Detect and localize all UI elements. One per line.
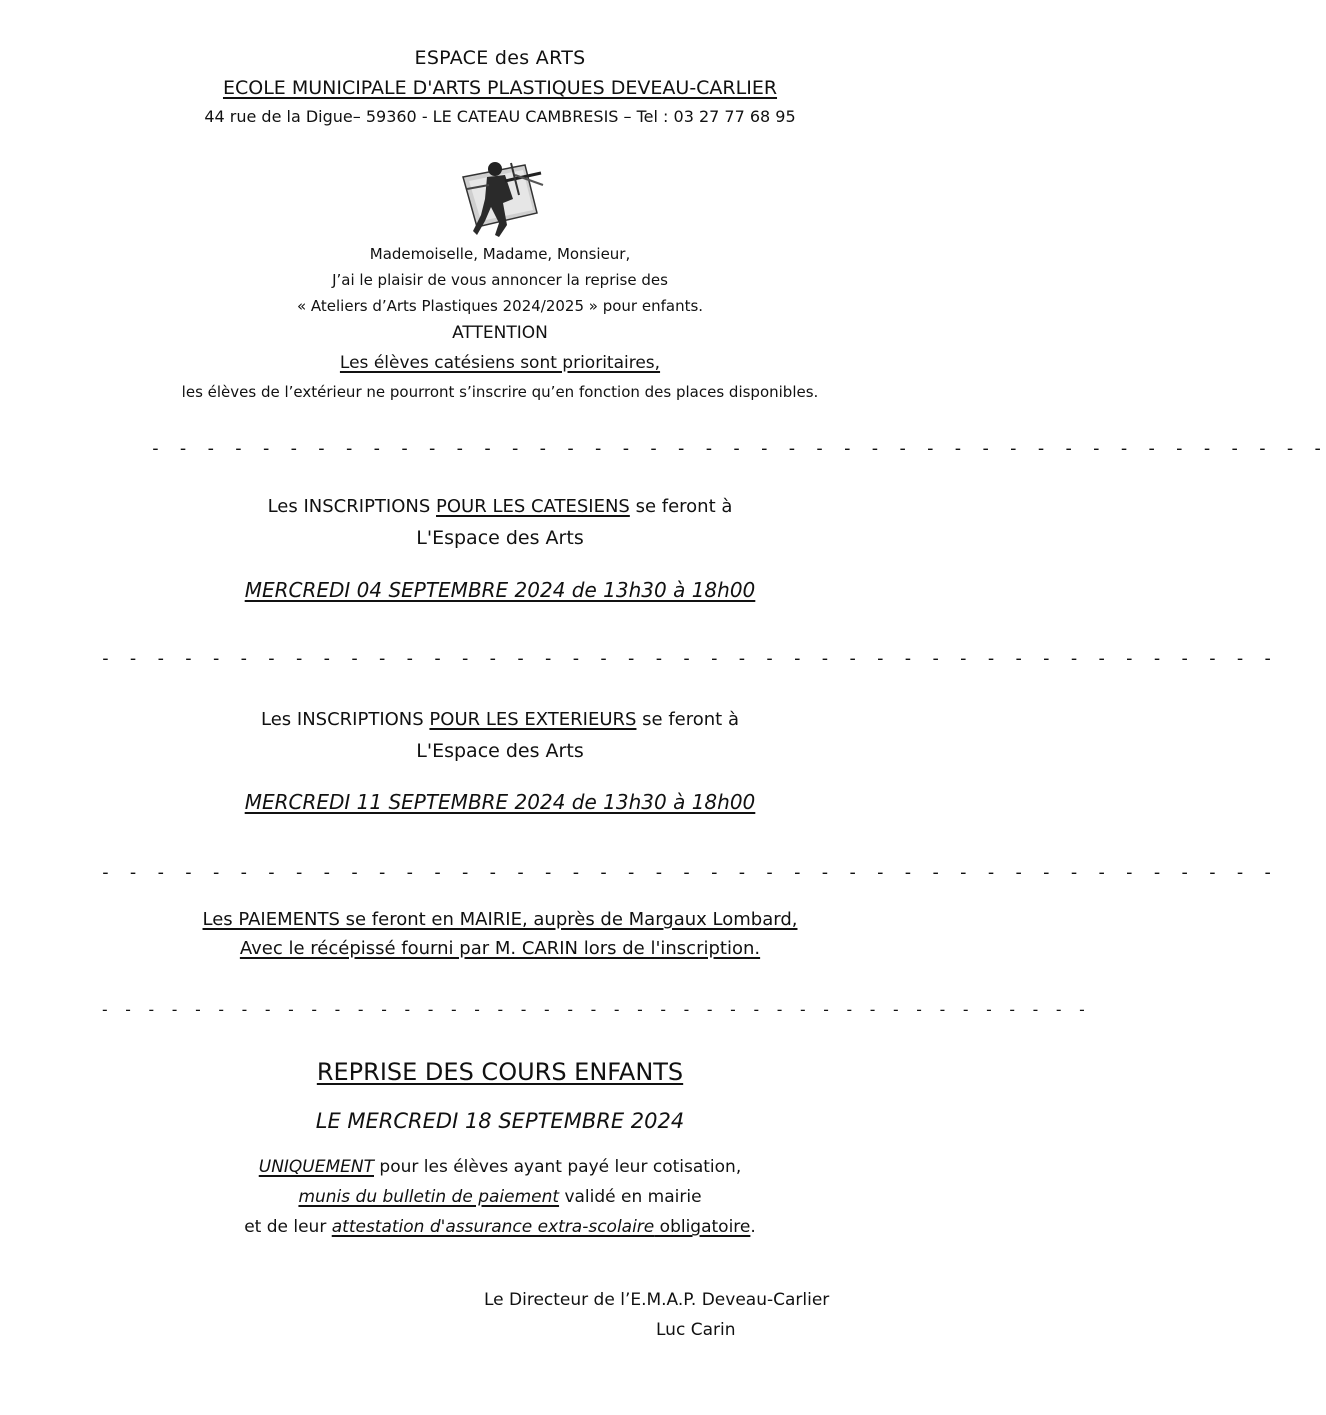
registration-suffix: se feront à	[629, 496, 733, 517]
resumption-title-text: REPRISE DES COURS ENFANTS	[316, 1058, 684, 1086]
signature-name: Luc Carin	[656, 1320, 736, 1340]
registration-catesiens	[0, 496, 1000, 517]
condition-text: pour les élèves ayant payé leur cotisation,	[374, 1157, 742, 1177]
registration-date-text: MERCREDI 04 SEPTEMBRE 2024 de 13h30 à 18h00	[244, 578, 756, 602]
artist-logo	[455, 155, 547, 245]
payment-info	[0, 938, 1000, 959]
registration-place: L'Espace des Arts	[416, 527, 584, 549]
separator: - - - - - - - - - - - - - - - - - - - - - - - - - - - - - - - - - - - - - - - - - - -	[150, 438, 1326, 459]
priority-text: Les élèves catésiens sont prioritaires,	[339, 353, 661, 373]
resumption-title	[0, 1058, 1000, 1086]
condition-end: .	[750, 1217, 756, 1237]
resumption-condition	[0, 1217, 1000, 1237]
condition-text: validé en mairie	[559, 1187, 702, 1207]
priority-notice	[0, 353, 1000, 373]
resumption-condition	[0, 1187, 1000, 1207]
separator: - - - - - - - - - - - - - - - - - - - - - - - - - - - - - - - - - - - - - - - - - - -	[100, 862, 1277, 883]
condition-emphasis: attestation d'assurance extra-scolaire	[331, 1217, 655, 1237]
registration-audience: POUR LES EXTERIEURS	[429, 709, 637, 730]
payment-info	[0, 909, 1000, 930]
registration-audience: POUR LES CATESIENS	[436, 496, 630, 517]
registration-date	[0, 578, 1000, 602]
condition-text: et de leur	[244, 1217, 332, 1237]
intro-line: J’ai le plaisir de vous annoncer la reprise des	[332, 271, 668, 289]
registration-date-text: MERCREDI 11 SEPTEMBRE 2024 de 13h30 à 18h00	[244, 790, 756, 814]
header-title: ESPACE des ARTS	[414, 47, 586, 69]
school-name-text: ECOLE MUNICIPALE D'ARTS PLASTIQUES DEVEAU-CARLIER	[222, 77, 778, 99]
greeting: Mademoiselle, Madame, Monsieur,	[369, 245, 631, 263]
registration-place: L'Espace des Arts	[416, 740, 584, 762]
registration-date	[0, 790, 1000, 814]
school-name	[0, 77, 1000, 99]
condition-emphasis: munis du bulletin de paiement	[298, 1187, 560, 1207]
separator: - - - - - - - - - - - - - - - - - - - - - - - - - - - - - - - - - - - - - - - - - - -	[100, 1000, 1089, 1019]
resumption-condition	[0, 1157, 1000, 1177]
payment-line: Avec le récépissé fourni par M. CARIN lors de l'inscription.	[239, 938, 761, 959]
registration-exterieurs	[0, 709, 1000, 730]
exterior-notice: les élèves de l’extérieur ne pourront s’inscrire qu’en fonction des places disponibles.	[181, 383, 819, 401]
signature-role: Le Directeur de l’E.M.A.P. Deveau-Carlier	[484, 1290, 830, 1310]
separator: - - - - - - - - - - - - - - - - - - - - - - - - - - - - - - - - - - - - - - - - - - -	[100, 648, 1277, 669]
school-address: 44 rue de la Digue– 59360 - LE CATEAU CAMBRESIS – Tel : 03 27 77 68 95	[204, 107, 796, 126]
condition-emphasis: UNIQUEMENT	[258, 1157, 374, 1177]
payment-line: Les PAIEMENTS se feront en MAIRIE, auprès de Margaux Lombard,	[202, 909, 798, 930]
intro-line: « Ateliers d’Arts Plastiques 2024/2025 » pour enfants.	[296, 297, 704, 315]
resumption-date: LE MERCREDI 18 SEPTEMBRE 2024	[315, 1109, 685, 1133]
registration-prefix: Les INSCRIPTIONS	[267, 496, 437, 517]
condition-underline: obligatoire	[654, 1217, 751, 1237]
registration-prefix: Les INSCRIPTIONS	[261, 709, 430, 730]
registration-suffix: se feront à	[636, 709, 739, 730]
attention-heading: ATTENTION	[452, 323, 548, 343]
